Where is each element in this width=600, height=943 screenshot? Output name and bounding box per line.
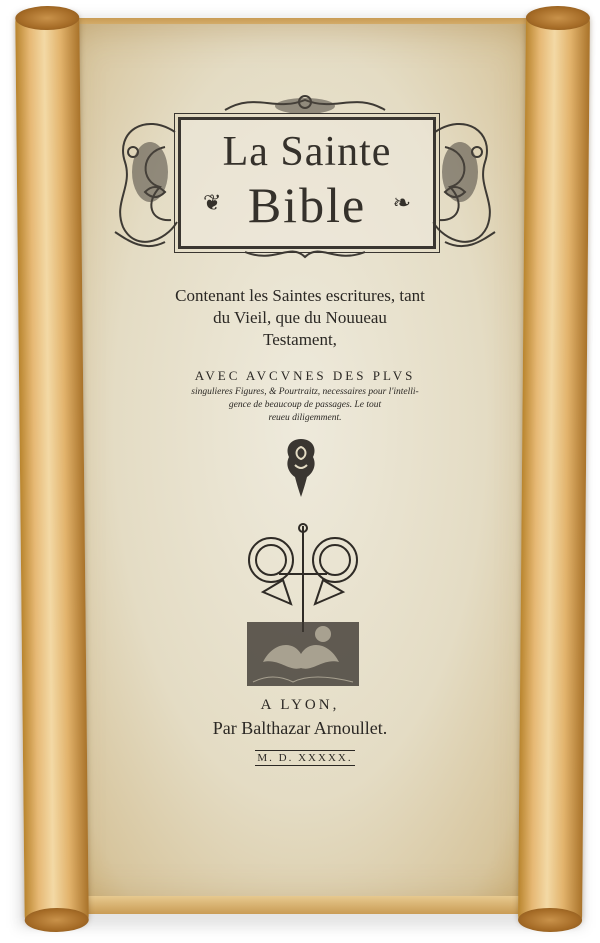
fleuron-icon: ❦ (203, 190, 222, 215)
figures-caption-line-2: gence de beaucoup de passages. Le tout (228, 400, 382, 410)
right-scroll-roll (518, 12, 590, 927)
figures-caption-line-1: singulieres Figures, & Pourtraitz, necessaires pour l'intelli- (191, 387, 419, 397)
subtitle-line-3: Testament, (263, 330, 337, 349)
figures-caption-line-3: reueu diligemment. (268, 413, 342, 423)
right-roll-cap-top (526, 6, 590, 31)
left-roll-cap-bottom (25, 908, 89, 933)
sheet-bottom-edge (62, 896, 538, 914)
subtitle-line-2: du Vieil, que du Nouueau (213, 308, 387, 327)
title-line-2: Bible (247, 177, 367, 233)
title-line-1: La Sainte (222, 129, 392, 175)
title-cartouche (178, 117, 436, 249)
fleuron-icon: ❧ (392, 190, 411, 215)
imprint-printer: Par Balthazar Arnoullet. (212, 718, 388, 738)
subtitle-line-1: Contenant les Saintes escritures, tant (175, 286, 425, 305)
imprint-date: M. D. XXXXX. (255, 750, 355, 766)
printers-emblem-icon (243, 522, 363, 690)
left-scroll-roll (15, 12, 89, 927)
vignette-ornament-icon (283, 437, 319, 499)
left-roll-cap-top (15, 6, 79, 31)
imprint-place: A LYON, (260, 697, 340, 713)
figures-caption-caps: AVEC AVCVNES DES PLVS (194, 368, 416, 383)
right-roll-cap-bottom (518, 908, 582, 933)
